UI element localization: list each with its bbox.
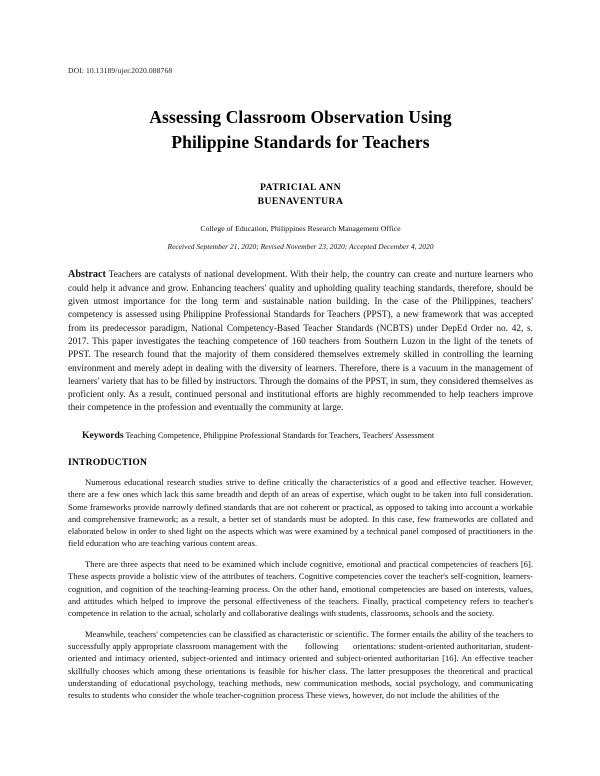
affiliation-line: College of Education, Philippines Research Management Office [200,223,401,233]
keywords-text: Teaching Competence, Philippine Professional Standards for Teachers, Teachers' Assessment [125,430,435,440]
intro-paragraph-3: Meanwhile, teachers' competencies can be classified as characteristic or scientific. The former entails the ability of the teachers to successfully apply appropriate classroom management with the following orientations: student-oriented authoritarian, student-oriented and intimacy oriented, subject-oriented and intimacy oriented and subject-oriented authoritarian [16]. An effective teacher skillfully chooses which among these orientations is feasible for his/her class. The latter presupposes the theoretical and practical understanding of educational psychology, teaching methods, new communication methods, social psychology, and communicating results to students who consider the whole teacher-cognition process These views, however, do not include the abilities of the [68,628,533,701]
abstract-block [68,268,533,415]
page-content [68,0,533,710]
page-title [68,105,533,155]
intro-paragraph-1: Numerous educational research studies strive to define critically the characteristics of a good and effective teacher. However, there are a few ones which lack this same breadth and depth of an areas of expertise, which ought to be taken into full consideration. Some frameworks provide narrowly defined standards that are not coherent or practical, as opposed to taking into account a workable and comprehensive framework; as a result, a better set of standards must be adopted. In this case, few frameworks are collated and elaborated below in order to shed light on the aspects which was were examined by a technical panel composed of practitioners in the field education who are teaching various content areas. [68,477,533,549]
keywords-block [68,429,533,442]
intro-paragraph-2: There are three aspects that need to be examined which include cognitive, emotional and practical competencies of teachers [6]. These aspects provide a holistic view of the attributes of teachers. Cognitive competencies cover the teacher's self-cognition, learners-cognition, and cognition of the teaching-learning process. On the other hand, emotional competencies are based on interests, values, and attitudes which helped to improve the personal effectiveness of the teachers. Finally, practical competency refers to teacher's competence in relation to the actual, scholarly and collaborative dealings with students, classrooms, schools and the society. [68,559,533,619]
author-block [68,181,533,207]
title-line-1: Assessing Classroom Observation Using [149,107,452,127]
title-line-2: Philippine Standards for Teachers [171,132,430,153]
section-heading-introduction: INTRODUCTION [68,457,148,469]
author-line-2: BUENAVENTURA [257,195,344,207]
abstract-text: Teachers are catalysts of national development. With their help, the country can create and nurture learners who could help it advance and grow. Enhancing teachers' quality and upholding quality teaching standards, therefore, should be given utmost importance for the long term and sustainable nation building. In the case of the Philippines, teachers' competency is assessed using Philippine Professional Standards for Teachers (PPST), a new framework that was accepted from its predecessor paradigm, National Competency-Based Teacher Standards (NCBTS) under DepEd Order no. 42, s. 2017. This paper investigates the teaching competence of 160 teachers from Southern Luzon in the light of the tenets of PPST. The research found that the majority of them considered themselves extremely skilled in controlling the learning environment and merely adept in dealing with the diversity of learners. Therefore, there is a vacuum in the management of learners' variety that has to be filled by instructors. Through the domains of the PPST, in sum, they considered themselves as proficient only. As a result, continued personal and institutional efforts are highly recommended to help teachers improve their competence in the profession and eventually the community at large. [68,270,533,414]
received-revised-accepted-line: Received September 21, 2020; Revised November 23, 2020; Accepted December 4, 2020 [167,241,434,251]
doi-line: DOI: 10.13189/ujer.2020.088768 [68,66,173,75]
keywords-label: Keywords [82,429,124,441]
author-line-1: PATRICIAL ANN [259,182,342,194]
abstract-label: Abstract [68,269,106,281]
